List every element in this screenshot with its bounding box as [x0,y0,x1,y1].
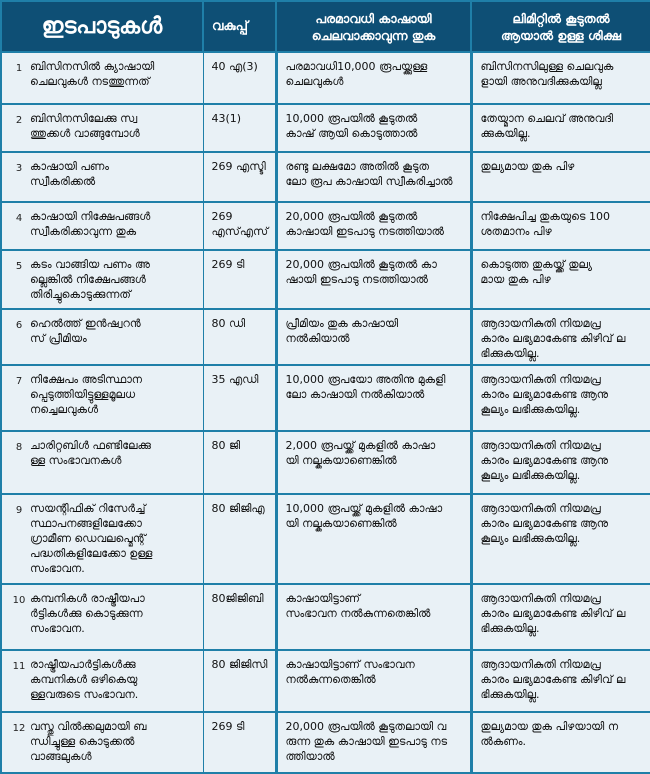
cash-limit-text: പ്രീമിയം തുക കാഷായി നൽകിയാൽ [285,317,399,346]
transaction-text: ബിസിനസിലേക്കു സ്വ ത്തുക്കൾ വാങ്ങുമ്പോൾ [30,111,140,140]
penalty-cell [471,584,650,650]
cash-limit-text: 10,000 രൂപയിൽ കൂടുതൽ കാഷ് ആയി കൊടുത്താൽ [285,111,418,140]
penalty-cell [471,309,650,365]
table-row [1,309,650,365]
cash-limit-cell [276,712,471,773]
cash-limit-text: 20,000 രൂപയിൽ കൂടുതൽ കാ ഷായി ഇടപാടു നടത്തിയാൽ [285,257,437,286]
table-row [1,104,650,152]
cash-limit-cell [276,650,471,712]
transaction-text: ചാരിറ്റബിൾ ഫണ്ടിലേക്കു ള്ള സംഭാവനകൾ [30,439,151,467]
cash-limit-cell [276,309,471,365]
table-row [1,202,650,249]
table-row [1,650,650,712]
penalty-text: ആദായനികുതി നിയമപ്ര കാരം ലഭ്യമാകേണ്ട കിഴിവ് ല ഭിക്കുകയില്ല. [480,658,626,702]
table-row [1,431,650,494]
penalty-text: കൊടുത്ത തുകയ്ക്ക് തുല്യ മായ തുക പിഴ [480,257,593,286]
penalty-cell [471,431,650,494]
table-row [1,250,650,310]
section-cell [203,712,276,773]
table-row [1,584,650,650]
row-number: 5 [15,260,23,272]
cash-limit-cell [276,365,471,431]
section-cell [203,431,276,494]
section-text: 80 ജി [211,439,241,452]
row-number: 7 [15,375,23,387]
section-text: 80 ജിജിഎ [211,501,265,515]
cash-limit-text: 20,000 രൂപയിൽ കൂടുതലായി വ രുന്ന തുക കാഷായി ഇടപാടു നട ത്തിയാൽ [285,720,448,764]
transaction-cell [1,431,203,494]
penalty-cell [471,104,650,152]
cash-limit-cell [276,494,471,584]
section-text: 40 എ(3) [211,60,258,74]
transaction-cell [1,52,203,103]
transaction-text: കമ്പനികൾ രാഷ്ട്രീയപാ ർട്ടികൾക്കു കൊടുക്കുന്ന സംഭാവന. [30,592,145,636]
cash-limit-text: 10,000 രൂപയ്ക്ക് മുകളിൽ കാഷാ യി നല്കുകയാണെങ്കിൽ [285,501,443,530]
row-number: 6 [15,320,23,332]
penalty-text: ആദായനികുതി നിയമപ്ര കാരം ലഭ്യമാകേണ്ട ആനു കൂല്യം ലഭിക്കുകയില്ല. [480,439,609,482]
penalty-text: ആദായനികുതി നിയമപ്ര കാരം ലഭ്യമാകേണ്ട ആനു കൂല്യം ലഭിക്കുകയില്ല. [480,372,609,416]
transaction-text: ബിസിനസിൽ ക്യാഷായി ചെലവുകൾ നടത്തുന്നത് [30,60,155,89]
transaction-text: നിക്ഷേപം അടിസ്ഥാന പ്പെടുത്തിയിട്ടുള്ളമൂലധ നച്ചെലവുകൾ [30,372,143,416]
row-number: 1 [15,63,23,75]
cash-limit-cell [276,584,471,650]
cash-limit-cell [276,104,471,152]
header-penalty: ലിമിറ്റിൽ കൂടുതൽ ആയാൽ ഉള്ള ശിക്ഷ [471,1,650,52]
penalty-cell [471,712,650,773]
penalty-cell [471,250,650,310]
penalty-cell [471,365,650,431]
transaction-cell [1,712,203,773]
transaction-cell [1,309,203,365]
cash-limit-cell [276,152,471,202]
section-cell [203,365,276,431]
cash-limit-text: കാഷായിട്ടാണ് സംഭാവന നൽകുന്നതെങ്കിൽ [285,658,415,687]
transaction-cell [1,152,203,202]
section-text: 80 ജിജിസി [211,658,268,672]
row-number: 9 [15,504,23,516]
transaction-text: സയന്റിഫിക് റിസേർച്ച് സ്ഥാപനങ്ങളിലേക്കോ ഗ്രാമീണ ഡെവലപ്മെന്റ് പദ്ധതികളിലേക്കോ ഉള്ള സംഭാവന. [30,501,153,575]
row-number: 11 [12,661,26,673]
section-cell [203,584,276,650]
row-number: 2 [15,114,23,126]
section-text: 269 എസ്എസ് [211,210,269,239]
table-row [1,365,650,431]
penalty-text: ആദായനികുതി നിയമപ്ര കാരം ലഭ്യമാകേണ്ട ആനു കൂല്യം ലഭിക്കുകയില്ല. [480,501,609,545]
transaction-cell [1,104,203,152]
row-number: 10 [12,595,26,607]
penalty-text: ആദായനികുതി നിയമപ്ര കാരം ലഭ്യമാകേണ്ട കിഴിവ് ല ഭിക്കുകയില്ല. [480,592,626,636]
cash-limit-text: 10,000 രൂപയോ അതിനു മുകളി ലോ കാഷായി നൽകിയാൽ [285,372,446,401]
section-cell [203,202,276,249]
section-text: 269 ടി [211,257,245,271]
transaction-text: കാഷായി പണം സ്വീകരിക്കൽ [30,160,109,189]
cash-limit-text: കാഷായിട്ടാണ് സംഭാവന നൽകുന്നതെങ്കിൽ [285,592,431,621]
transaction-text: രാഷ്ട്രീയപാർട്ടികൾക്കു കമ്പനികൾ ഒഴികെയു ള്ളവരുടെ സംഭാവന. [30,658,139,702]
section-text: 269 ടി [211,720,245,734]
table-row [1,52,650,103]
section-cell [203,494,276,584]
cash-limit-cell [276,431,471,494]
cash-limit-cell [276,52,471,103]
transaction-text: കാഷായി നിക്ഷേപങ്ങൾ സ്വീകരിക്കാവുന്ന തുക [30,210,151,239]
row-number: 8 [15,442,23,453]
transaction-text: ഹെൽത്ത് ഇൻഷ്വറൻ സ് പ്രീമിയം [30,317,141,346]
penalty-cell [471,152,650,202]
transaction-cell [1,650,203,712]
section-cell [203,309,276,365]
table-header-row [1,1,650,52]
transaction-cell [1,365,203,431]
cash-limit-text: 2,000 രൂപയ്ക്ക് മുകളിൽ കാഷാ യി നല്കുകയാണെങ്കിൽ [285,439,436,467]
cash-limit-text: രണ്ടു ലക്ഷമോ അതിൽ കൂടുത ലോ രൂപ കാഷായി സ്വീകരിച്ചാൽ [285,160,453,189]
header-max-cash-amount: പരമാവധി കാഷായി ചെലവാക്കാവുന്ന തുക [276,1,471,52]
row-number: 12 [12,723,26,735]
section-text: 80ജിജിബി [211,592,264,606]
transaction-cell [1,584,203,650]
transaction-cell [1,494,203,584]
table-row [1,712,650,773]
section-text: 43(1) [211,111,242,125]
section-text: 269 എസ്ടി [211,160,266,174]
row-number: 3 [15,163,23,175]
penalty-text: തുല്യമായ തുക പിഴയായി ന ൽകണം. [480,720,619,749]
table-row [1,494,650,584]
penalty-cell [471,52,650,103]
cash-limit-cell [276,250,471,310]
section-text: 35 എഡി [211,372,259,386]
header-section: വകുപ്പ് [203,1,276,52]
section-text: 80 ഡി [211,317,246,331]
penalty-text: നിക്ഷേപിച്ച തുകയുടെ 100 ശതമാനം പിഴ [480,210,610,239]
transaction-cell [1,250,203,310]
penalty-cell [471,202,650,249]
cash-limit-cell [276,202,471,249]
transaction-cell [1,202,203,249]
transaction-text: വസ്തു വിൽക്കലുമായി ബ ന്ധിച്ചുള്ള കൊടുക്കൽ വാങ്ങലുകൾ [30,720,147,764]
section-cell [203,104,276,152]
penalty-cell [471,650,650,712]
transaction-text: കടം വാങ്ങിയ പണം അ ല്ലെങ്കിൽ നിക്ഷേപങ്ങൾ തിരിച്ചുകൊടുക്കുന്നത് [30,257,150,301]
penalty-cell [471,494,650,584]
section-cell [203,52,276,103]
section-cell [203,250,276,310]
cash-limit-text: പരമാവധി10,000 രൂപയ്ക്കുള്ള ചെലവുകൾ [285,60,428,89]
section-cell [203,650,276,712]
penalty-text: തുല്യമായ തുക പിഴ [480,160,575,174]
row-number: 4 [15,213,23,225]
section-cell [203,152,276,202]
penalty-text: ആദായനികുതി നിയമപ്ര കാരം ലഭ്യമാകേണ്ട കിഴിവ് ല ഭിക്കുകയില്ല. [480,317,626,361]
table-row [1,152,650,202]
header-transactions: ഇടപാടുകൾ [1,1,203,52]
penalty-text: ബിസിനസിലുള്ള ചെലവുക ളായി അനുവദിക്കുകയില്ല [480,60,614,89]
cash-limit-text: 20,000 രൂപയിൽ കൂടുതൽ കാഷായി ഇടപാടു നടത്തിയാൽ [285,210,444,239]
penalty-text: തേയ്മാന ചെലവ് അനുവദി ക്കുകയില്ല. [480,111,613,140]
